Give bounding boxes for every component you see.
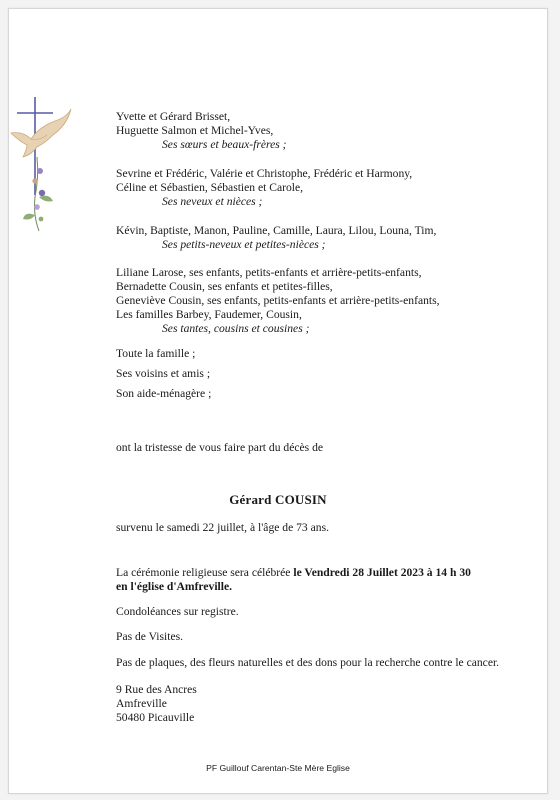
family-line: Toute la famille ;: [116, 347, 196, 360]
family-line: Sevrine et Frédéric, Valérie et Christophe, Frédéric et Harmony,: [116, 167, 413, 180]
family-line: Ses voisins et amis ;: [116, 367, 211, 380]
family-line: Les familles Barbey, Faudemer, Cousin,: [116, 308, 302, 321]
ceremony-place: en l'église d'Amfreville.: [116, 580, 233, 593]
family-line: Geneviève Cousin, ses enfants, petits-enfants et arrière-petits-enfants,: [116, 294, 440, 307]
funeral-home-footer: PF Guillouf Carentan-Ste Mère Eglise: [206, 763, 350, 773]
relation-label: Ses sœurs et beaux-frères ;: [162, 138, 287, 151]
family-line: Yvette et Gérard Brisset,: [116, 110, 231, 123]
obituary-page: [8, 8, 548, 794]
address-line: 9 Rue des Ancres: [116, 683, 197, 696]
announcement-text: ont la tristesse de vous faire part du décès de: [116, 441, 324, 454]
ceremony-prefix: La cérémonie religieuse sera célébrée: [116, 566, 294, 579]
note-text: Condoléances sur registre.: [116, 605, 239, 618]
family-line: Kévin, Baptiste, Manon, Pauline, Camille, Laura, Lilou, Louna, Tim,: [116, 224, 437, 237]
deceased-name: Gérard COUSIN: [229, 492, 327, 507]
note-text: Pas de Visites.: [116, 630, 184, 643]
relation-label: Ses petits-neveux et petites-nièces ;: [162, 238, 326, 251]
family-line: Liliane Larose, ses enfants, petits-enfants et arrière-petits-enfants,: [116, 266, 422, 279]
cross-dove-icon: [9, 97, 89, 257]
death-info: survenu le samedi 22 juillet, à l'âge de 73 ans.: [116, 521, 329, 534]
address-line: Amfreville: [116, 697, 167, 710]
note-text: Pas de plaques, des fleurs naturelles et des dons pour la recherche contre le cancer.: [116, 656, 500, 669]
family-line: Son aide-ménagère ;: [116, 387, 212, 400]
family-line: Bernadette Cousin, ses enfants et petites-filles,: [116, 280, 333, 293]
family-line: Huguette Salmon et Michel-Yves,: [116, 124, 274, 137]
family-line: Céline et Sébastien, Sébastien et Carole,: [116, 181, 304, 194]
relation-label: Ses tantes, cousins et cousines ;: [162, 322, 310, 335]
ceremony-line: [116, 566, 471, 580]
ceremony-date: le Vendredi 28 Juillet 2023 à 14 h 30: [293, 566, 471, 579]
address-line: 50480 Picauville: [116, 711, 195, 724]
relation-label: Ses neveux et nièces ;: [162, 195, 263, 208]
